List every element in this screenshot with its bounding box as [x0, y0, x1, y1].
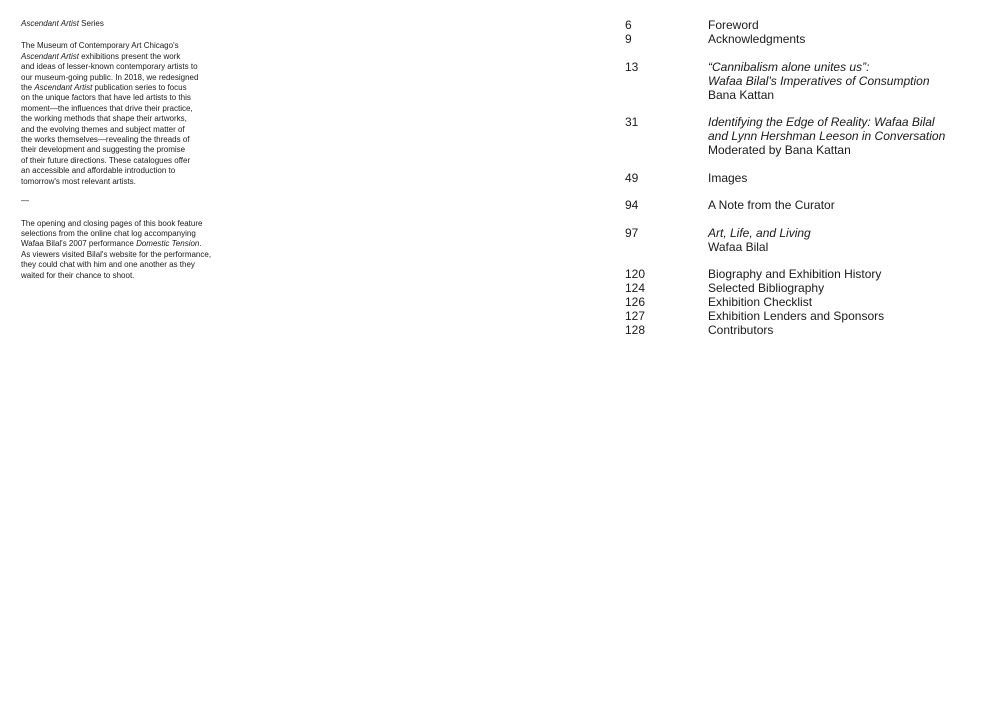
- toc-entry[interactable]: [625, 281, 985, 295]
- toc-entry[interactable]: [625, 295, 985, 309]
- toc-entry-title: [708, 18, 985, 32]
- toc-title-line: Wafaa Bilal's Imperatives of Consumption: [708, 73, 930, 88]
- text-line: [21, 239, 236, 249]
- toc-entry-title: [708, 309, 985, 323]
- text-line: our museum-going public. In 2018, we redesigned: [21, 72, 199, 82]
- toc-page-number: 31: [625, 115, 639, 129]
- text-line: waited for their chance to shoot.: [21, 270, 135, 280]
- italic-title: Ascendant Artist: [21, 51, 79, 61]
- toc-page-number: 97: [625, 225, 639, 240]
- toc-author-line: Images: [708, 170, 748, 185]
- text-line: and the evolving themes and subject matter of: [21, 124, 185, 134]
- text-segment: .: [199, 239, 202, 249]
- toc-entry-title: [708, 32, 985, 46]
- series-heading: [21, 19, 236, 29]
- toc-author-line: Wafaa Bilal: [708, 239, 769, 254]
- text-line: the working methods that shape their artworks,: [21, 114, 187, 124]
- table-of-contents: [625, 18, 985, 337]
- text-line: As viewers visited Bilal's website for the performance,: [21, 249, 212, 259]
- italic-title: Domestic Tension: [136, 239, 200, 249]
- toc-entry-title: [708, 281, 985, 295]
- toc-title-line: Art, Life, and Living: [708, 225, 811, 240]
- toc-entry[interactable]: [625, 226, 985, 254]
- toc-author-line: Contributors: [708, 323, 774, 337]
- toc-author-line: A Note from the Curator: [708, 198, 835, 212]
- text-segment: exhibitions present the work: [78, 51, 181, 61]
- toc-entry-title: [708, 226, 985, 254]
- toc-entry-title: [708, 295, 985, 309]
- text-line: selections from the online chat log accompanying: [21, 228, 196, 238]
- toc-page-number: 126: [625, 295, 646, 309]
- toc-title-line: Identifying the Edge of Reality: Wafaa Bilal: [708, 115, 935, 129]
- text-line: [21, 52, 236, 62]
- italic-title: Ascendant Artist: [34, 83, 93, 93]
- text-line: and ideas of lesser-known contemporary artists to: [21, 62, 198, 72]
- toc-page-number: 13: [625, 59, 639, 74]
- toc-title-line: and Lynn Hershman Leeson in Conversation: [708, 129, 946, 143]
- toc-entry[interactable]: [625, 323, 985, 337]
- toc-author-line: Acknowledgments: [708, 32, 806, 46]
- text-segment: publication series to focus: [92, 83, 187, 93]
- series-intro-paragraph: [21, 41, 236, 187]
- toc-entry-title: [708, 323, 985, 337]
- toc-entry[interactable]: [625, 267, 985, 281]
- text-line: The Museum of Contemporary Art Chicago's: [21, 41, 179, 51]
- toc-author-line: Biography and Exhibition History: [708, 267, 882, 281]
- text-line: their development and suggesting the promise: [21, 145, 186, 155]
- toc-author-line: Exhibition Lenders and Sponsors: [708, 309, 885, 323]
- toc-author-line: Selected Bibliography: [708, 281, 825, 295]
- toc-page-number: 9: [625, 32, 632, 46]
- toc-page-number: 128: [625, 323, 646, 337]
- toc-entry-title: [708, 267, 985, 281]
- toc-page-number: 124: [625, 281, 646, 295]
- text-segment: the: [21, 83, 35, 93]
- toc-page-number: 6: [625, 18, 632, 32]
- text-line: of their future directions. These catalogues offer: [21, 155, 191, 165]
- toc-page-number: 94: [625, 198, 639, 212]
- toc-page-number: 127: [625, 309, 646, 323]
- toc-entry[interactable]: [625, 60, 985, 102]
- section-dash: —: [21, 196, 29, 206]
- toc-entry-title: [708, 60, 985, 102]
- text-line: tomorrow's most relevant artists.: [21, 176, 136, 186]
- toc-title-line: “Cannibalism alone unites us”:: [708, 59, 870, 74]
- toc-entry[interactable]: [625, 115, 985, 157]
- text-line: an accessible and affordable introduction to: [21, 166, 176, 176]
- toc-entry[interactable]: [625, 18, 985, 32]
- text-line: the works themselves—revealing the threads of: [21, 135, 190, 145]
- text-segment: Wafaa Bilal's 2007 performance: [21, 239, 137, 249]
- toc-entry[interactable]: [625, 309, 985, 323]
- toc-entry-title: [708, 115, 985, 157]
- toc-entry-title: [708, 171, 985, 185]
- series-heading-rest: Series: [78, 19, 104, 28]
- toc-page-number: 49: [625, 170, 639, 185]
- text-line: The opening and closing pages of this book feature: [21, 218, 203, 228]
- text-line: on the unique factors that have led artists to this: [21, 93, 191, 103]
- series-heading-italic: Ascendant Artist: [21, 19, 79, 28]
- toc-author-line: Moderated by Bana Kattan: [708, 143, 851, 157]
- text-line: they could chat with him and one another as they: [21, 260, 195, 270]
- toc-entry[interactable]: [625, 198, 985, 212]
- toc-author-line: Bana Kattan: [708, 87, 775, 102]
- toc-entry-title: [708, 198, 985, 212]
- toc-page-number: 120: [625, 267, 646, 281]
- text-line: moment—the influences that drive their practice,: [21, 103, 193, 113]
- chat-log-paragraph: [21, 219, 236, 281]
- text-line: [21, 83, 236, 93]
- toc-entry[interactable]: [625, 32, 985, 46]
- toc-author-line: Foreword: [708, 18, 759, 32]
- toc-entry[interactable]: [625, 171, 985, 185]
- series-description: [21, 19, 236, 281]
- toc-author-line: Exhibition Checklist: [708, 295, 813, 309]
